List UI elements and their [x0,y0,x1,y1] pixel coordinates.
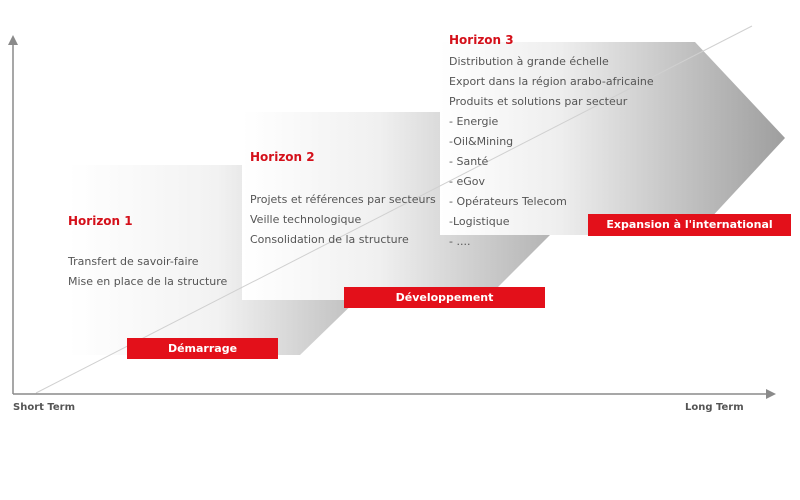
x-axis-arrow-icon [766,389,776,399]
y-axis-arrow-icon [8,35,18,45]
horizon-3-title: Horizon 3 [449,33,514,47]
horizon-2-item: Projets et références par secteurs [250,193,436,206]
horizon-1-item: Mise en place de la structure [68,275,228,288]
horizon-3-item: - Santé [449,155,489,168]
horizon-2-items [250,190,436,250]
horizon-3-item: - .... [449,235,471,248]
horizon-3-item: -Logistique [449,215,510,228]
phase-label-demarrage: Démarrage [127,338,278,359]
horizon-1-items [68,252,227,292]
horizon-1-item: Transfert de savoir-faire [68,255,199,268]
x-axis-end-label: Long Term [685,402,744,413]
phase-label-expansion: Expansion à l'international [588,214,791,236]
horizon-3-item: Export dans la région arabo-africaine [449,75,654,88]
horizon-2-title: Horizon 2 [250,150,315,164]
horizon-3-item: -Oil&Mining [449,135,514,148]
horizon-1-title: Horizon 1 [68,214,133,228]
horizon-3-item: Produits et solutions par secteur [449,95,628,108]
horizon-3-item: - Energie [449,115,499,128]
phase-label-developpement: Développement [344,287,545,308]
horizon-3-item: - Opérateurs Telecom [449,195,567,208]
horizon-3-item: - eGov [449,175,485,188]
x-axis-start-label: Short Term [13,402,76,413]
horizon-3-item: Distribution à grande échelle [449,55,609,68]
horizon-2-item: Consolidation de la structure [250,233,409,246]
horizon-2-item: Veille technologique [250,213,362,226]
